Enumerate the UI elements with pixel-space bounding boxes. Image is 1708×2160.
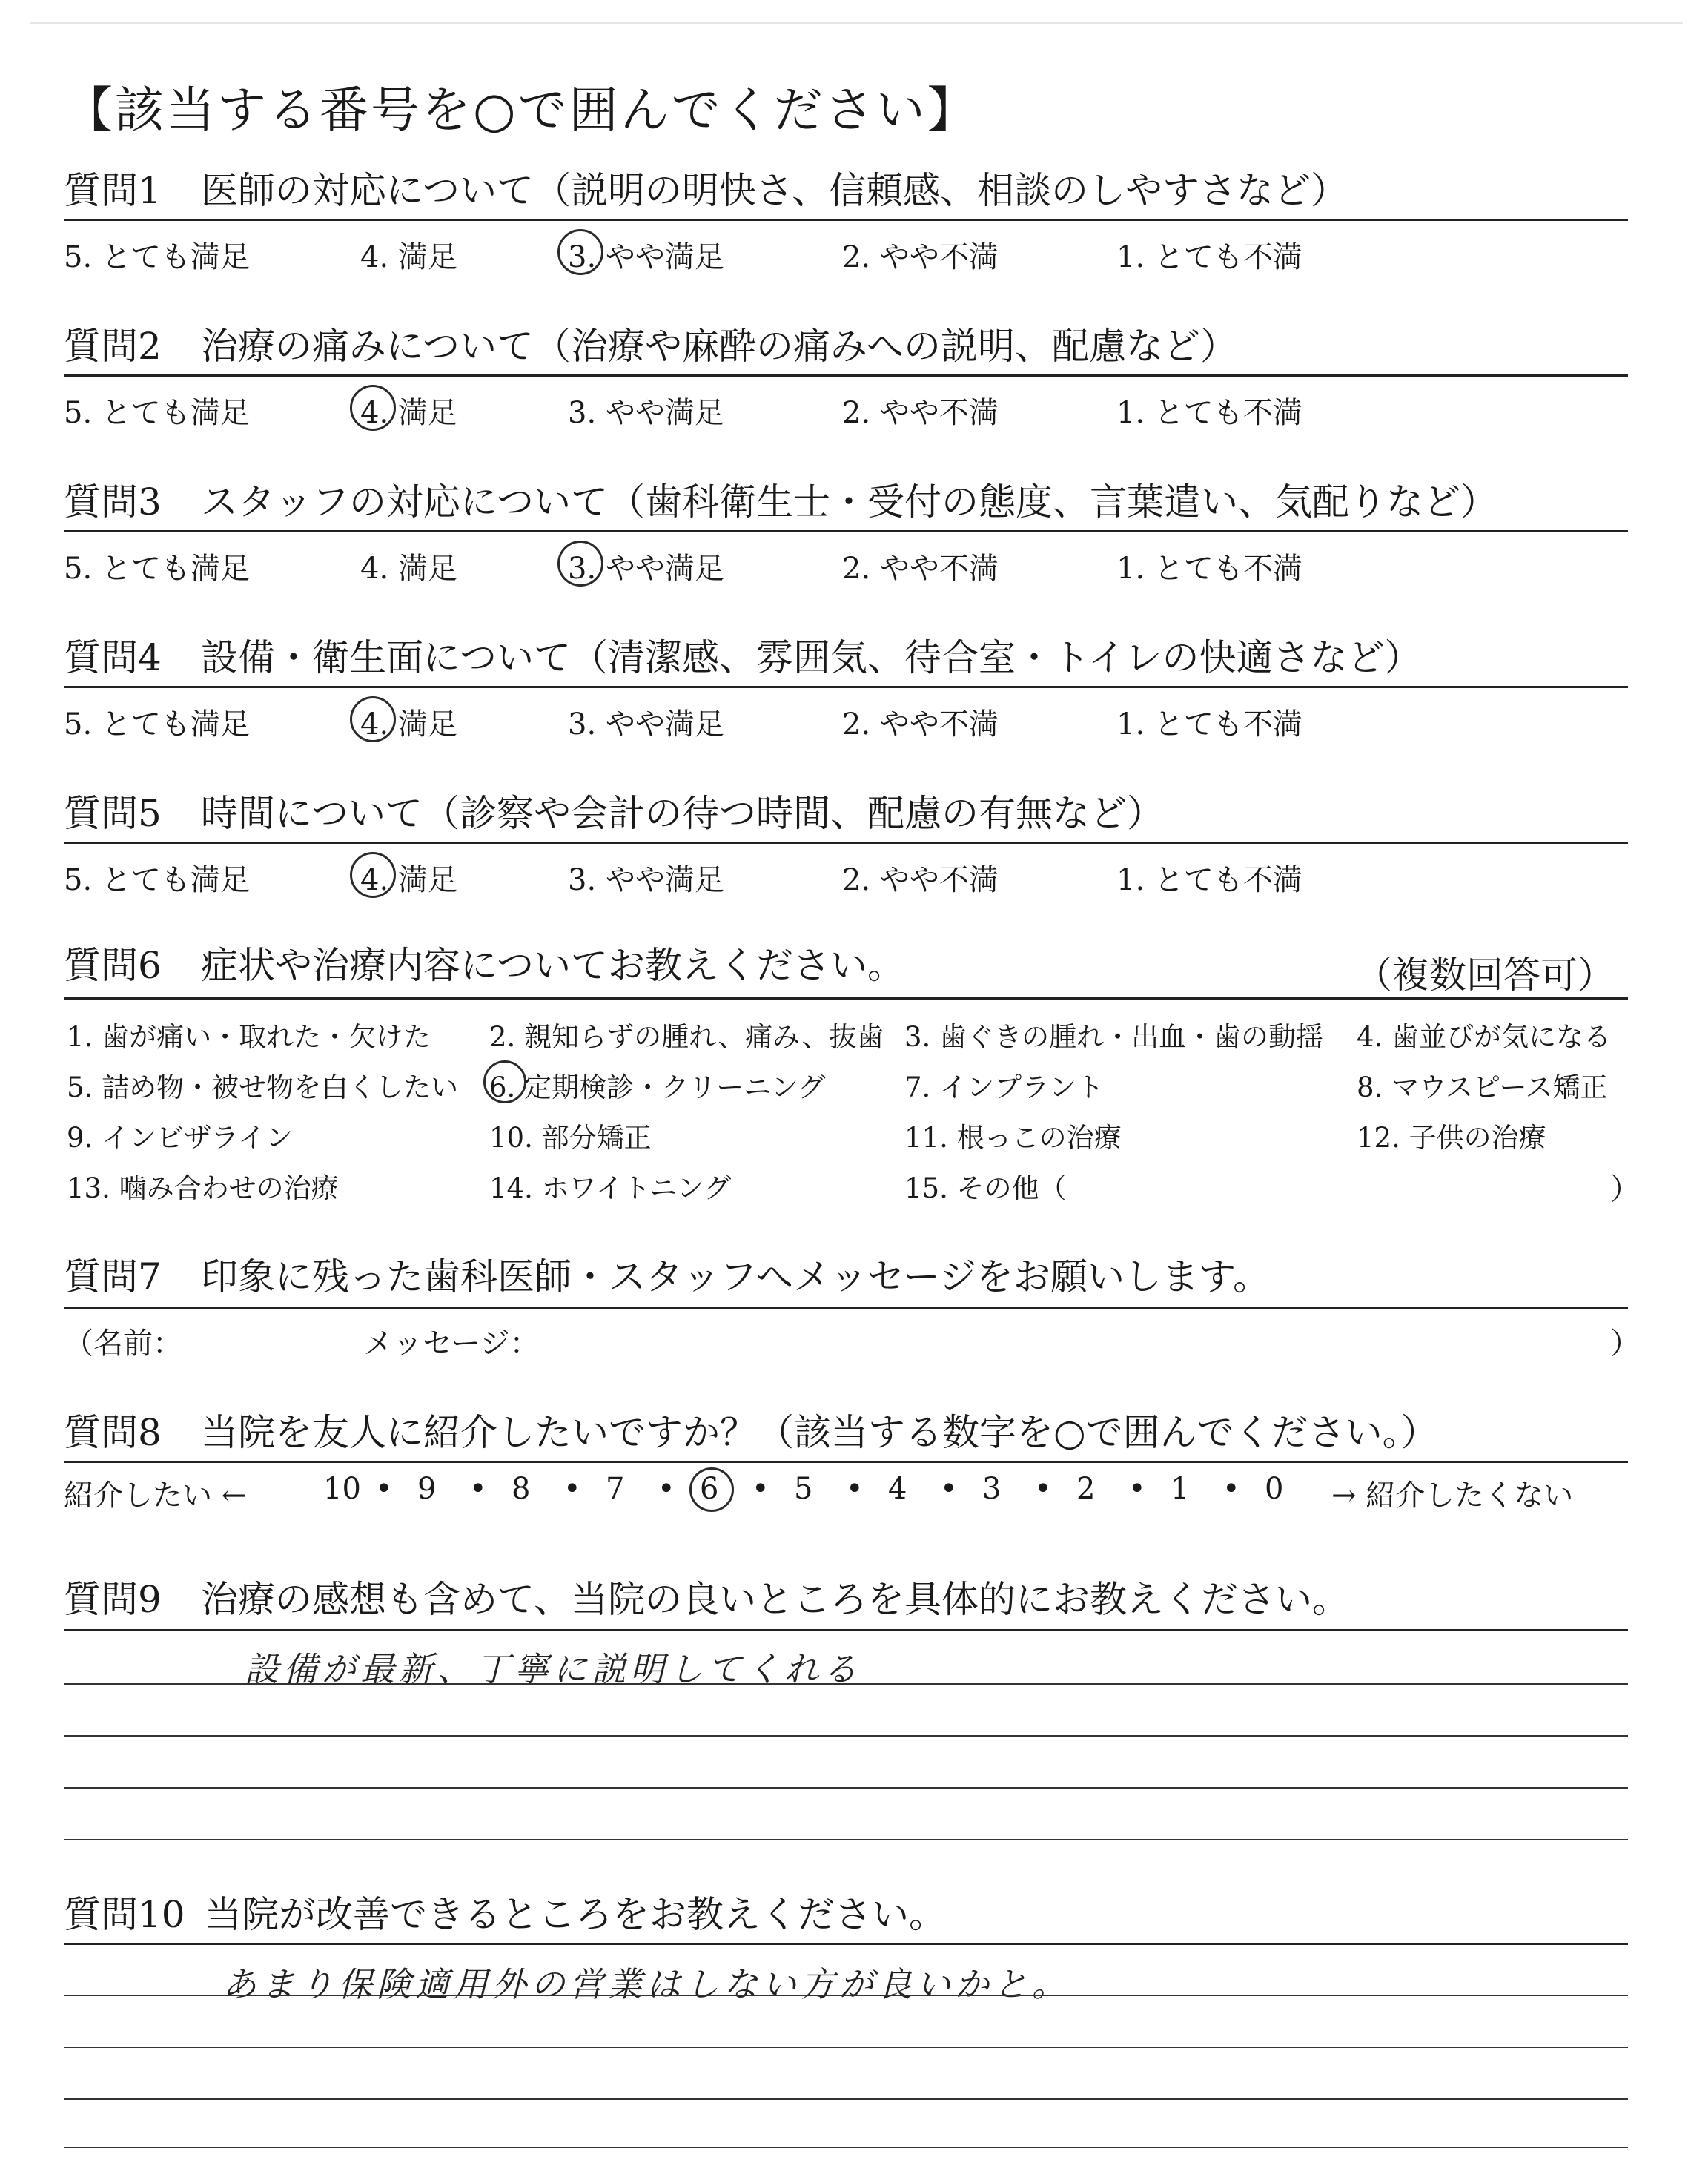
question-7-rule [64,1307,1628,1309]
question-3 [64,482,1626,523]
question-number: 質問7 [64,1255,162,1298]
symptom-option[interactable]: 13. 噛み合わせの治療 [67,1172,339,1204]
rating-option[interactable]: 5. とても満足 [64,707,250,742]
scale-value[interactable]: 5 [794,1472,813,1506]
question-text: 印象に残った歯科医師・スタッフへメッセージをお願いします。 [201,1255,1270,1298]
rating-option[interactable]: 1. とても不満 [1116,552,1302,586]
answer-line [64,1839,1628,1840]
question-text: スタッフの対応について（歯科衛生士・受付の態度、言葉遣い、気配りなど） [201,480,1497,524]
symptom-option[interactable]: 10. 部分矯正 [489,1122,652,1154]
symptom-option[interactable]: 14. ホワイトニング [489,1172,732,1204]
question-9 [64,1579,1626,1620]
scale-value[interactable]: 4 [888,1472,907,1506]
scale-separator: • [1034,1472,1052,1506]
scale-separator: • [940,1472,958,1506]
scale-value[interactable]: 0 [1265,1472,1284,1506]
symptom-option[interactable]: 9. インビザライン [67,1122,293,1154]
scale-value[interactable]: 6 [700,1472,719,1506]
scale-separator: • [1222,1472,1240,1506]
question-text: 時間について（診察や会計の待つ時間、配慮の有無など） [201,792,1164,835]
answer-line [64,1735,1628,1737]
question-text: 当院が改善できるところをお教えください。 [205,1893,946,1936]
question-10-rule [64,1943,1628,1945]
rating-option[interactable]: 5. とても満足 [64,396,250,430]
question-number: 質問2 [64,325,162,368]
answer-line [64,1683,1628,1685]
question-rule [64,842,1628,844]
question-number: 質問3 [64,480,162,524]
top-edge-line [30,22,1683,24]
question-number: 質問9 [64,1578,162,1621]
question-number: 質問1 [64,169,162,212]
selected-answer-circle [350,696,396,742]
question-2 [64,326,1626,367]
scale-separator: • [563,1472,581,1506]
scale-value[interactable]: 2 [1076,1472,1096,1506]
rating-option[interactable]: 2. やや不満 [842,552,999,586]
multiple-answers-note: （複数回答可） [1355,954,1615,997]
symptom-option[interactable]: 11. 根っこの治療 [904,1122,1122,1154]
rating-option[interactable]: 5. とても満足 [64,863,250,897]
rating-option[interactable]: 2. やや不満 [842,863,999,897]
symptom-option[interactable]: 4. 歯並びが気になる [1357,1021,1612,1053]
question-text: 治療の感想も含めて、当院の良いところを具体的にお教えください。 [201,1578,1349,1621]
rating-option[interactable]: 1. とても不満 [1116,240,1302,274]
symptom-option[interactable]: 1. 歯が痛い・取れた・欠けた [67,1021,431,1053]
scale-separator: • [1128,1472,1146,1506]
rating-option[interactable]: 2. やや不満 [842,396,999,430]
rating-option[interactable]: 2. やや不満 [842,240,999,274]
question-rule [64,374,1628,377]
scale-value[interactable]: 9 [417,1472,437,1506]
rating-option[interactable]: 4. 満足 [360,863,457,897]
rating-option[interactable]: 1. とても不満 [1116,396,1302,430]
answer-line [64,2098,1628,2100]
symptom-option[interactable]: 6. 定期検診・クリーニング [489,1071,826,1103]
question-6-rule [64,997,1628,1000]
scale-separator: • [375,1472,393,1506]
rating-option[interactable]: 5. とても満足 [64,552,250,586]
rating-option[interactable]: 3. やや満足 [568,240,724,274]
question-text: 治療の痛みについて（治療や麻酔の痛みへの説明、配慮など） [201,325,1237,368]
answer-line [64,1787,1628,1789]
selected-answer-circle [557,229,603,275]
scale-value[interactable]: 7 [606,1472,625,1506]
selected-answer-circle [483,1060,526,1103]
answer-line [64,1995,1628,1996]
rating-option[interactable]: 4. 満足 [360,707,457,742]
selected-answer-circle [350,852,396,898]
message-label: メッセージ： [363,1327,540,1361]
question-10 [64,1895,1626,1935]
scale-left-label: 紹介したい ← [64,1479,247,1513]
question-number: 質問8 [64,1411,162,1454]
rating-option[interactable]: 1. とても不満 [1116,707,1302,742]
answer-line [64,2047,1628,2048]
handwritten-answer-9: 設備が最新、丁寧に説明してくれる [245,1649,861,1689]
question-rule [64,219,1628,221]
question-number: 質問10 [64,1893,185,1936]
scale-separator: • [752,1472,769,1506]
page-title: 【該当する番号を○で囲んでください】 [64,82,979,139]
scale-value[interactable]: 3 [982,1472,1002,1506]
scale-value[interactable]: 8 [512,1472,531,1506]
question-5 [64,793,1626,834]
question-rule [64,530,1628,532]
rating-option[interactable]: 4. 満足 [360,552,457,586]
message-close-paren: ） [1610,1327,1640,1361]
question-number: 質問4 [64,636,162,679]
scale-value[interactable]: 10 [323,1472,361,1506]
question-text: 設備・衛生面について（清潔感、雰囲気、待合室・トイレの快適さなど） [201,636,1422,679]
question-1 [64,171,1626,211]
symptom-option[interactable]: 3. 歯ぐきの腫れ・出血・歯の動揺 [904,1021,1324,1053]
rating-option[interactable]: 2. やや不満 [842,707,999,742]
handwritten-answer-10: あまり保険適用外の営業はしない方が良いかと。 [222,1964,1070,2004]
question-text: 症状や治療内容についてお教えください。 [201,944,904,987]
symptom-option[interactable]: 12. 子供の治療 [1357,1122,1546,1154]
symptom-option[interactable]: 5. 詰め物・被せ物を白くしたい [67,1071,459,1103]
question-7 [64,1257,1626,1298]
rating-option[interactable]: 3. やや満足 [568,396,724,430]
scale-right-label: → 紹介したくない [1331,1479,1574,1513]
symptom-option[interactable]: 8. マウスピース矯正 [1357,1071,1608,1103]
answer-line [64,2147,1628,2148]
symptom-option[interactable]: 2. 親知らずの腫れ、痛み、抜歯 [489,1021,884,1053]
selected-answer-circle [689,1467,734,1512]
question-number: 質問6 [64,944,162,987]
scale-separator: • [469,1472,487,1506]
scale-separator: • [658,1472,675,1506]
rating-option[interactable]: 3. やや満足 [568,552,724,586]
symptom-option[interactable]: 7. インプラント [904,1071,1105,1103]
question-text: 医師の対応について（説明の明快さ、信頼感、相談のしやすさなど） [201,169,1348,212]
question-8 [64,1413,1626,1453]
question-9-rule [64,1629,1628,1631]
rating-option[interactable]: 1. とても不満 [1116,863,1302,897]
question-rule [64,686,1628,688]
other-close-paren: ） [1610,1172,1640,1206]
rating-option[interactable]: 5. とても満足 [64,240,250,274]
question-number: 質問5 [64,792,162,835]
rating-option[interactable]: 4. 満足 [360,396,457,430]
rating-option[interactable]: 4. 満足 [360,240,457,274]
rating-option[interactable]: 3. やや満足 [568,863,724,897]
scale-value[interactable]: 1 [1171,1472,1190,1506]
selected-answer-circle [557,541,603,587]
selected-answer-circle [350,385,396,431]
rating-option[interactable]: 3. やや満足 [568,707,724,742]
question-4 [64,638,1626,678]
symptom-option[interactable]: 15. その他（ [904,1172,1067,1204]
scale-separator: • [846,1472,864,1506]
question-text: 当院を友人に紹介したいですか？（該当する数字を○で囲んでください。） [201,1411,1438,1454]
question-8-rule [64,1461,1628,1463]
name-label: （名前： [64,1327,182,1361]
